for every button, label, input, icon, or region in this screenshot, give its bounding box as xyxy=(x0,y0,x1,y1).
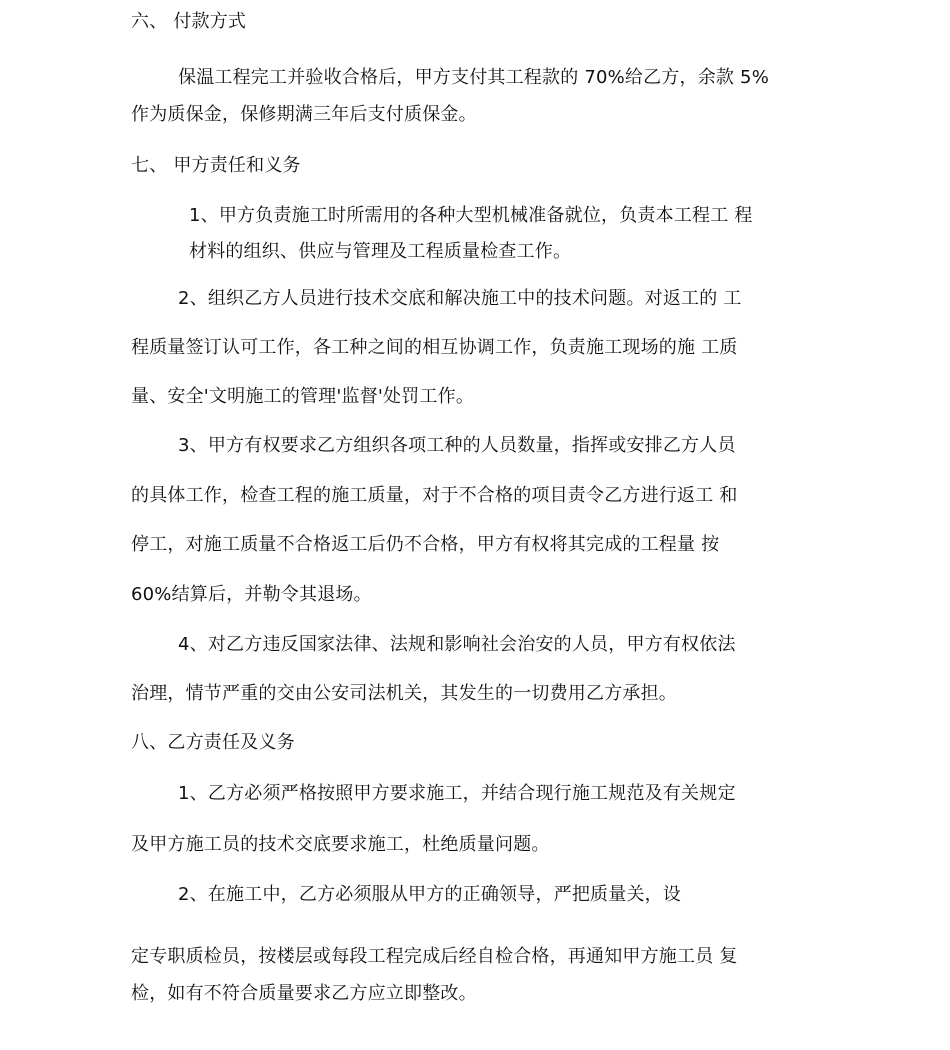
paragraph-line: 2、在施工中，乙方必须服从甲方的正确领导，严把质量关，设 xyxy=(178,884,682,905)
paragraph-line: 3、甲方有权要求乙方组织各项工种的人员数量，指挥或安排乙方人员 xyxy=(178,435,736,456)
paragraph-line: 程质量签订认可工作，各工种之间的相互协调工作，负责施工现场的施 工质 xyxy=(131,337,738,358)
section-heading-8: 八、乙方责任及义务 xyxy=(131,732,295,753)
paragraph-line: 1、甲方负责施工时所需用的各种大型机械准备就位，负责本工程工 程 xyxy=(189,205,753,226)
section-heading-7: 七、 甲方责任和义务 xyxy=(131,155,301,176)
paragraph-line: 60%结算后，并勒令其退场。 xyxy=(131,584,372,605)
paragraph-line: 4、对乙方违反国家法律、法规和影响社会治安的人员，甲方有权依法 xyxy=(178,634,736,655)
paragraph-line: 检，如有不符合质量要求乙方应立即整改。 xyxy=(131,983,477,1004)
paragraph-line: 的具体工作，检查工程的施工质量，对于不合格的项目责令乙方进行返工 和 xyxy=(131,485,738,506)
paragraph-line: 2、组织乙方人员进行技术交底和解决施工中的技术问题。对返工的 工 xyxy=(178,288,742,309)
section-heading-6: 六、 付款方式 xyxy=(131,11,247,32)
paragraph-line: 停工，对施工质量不合格返工后仍不合格，甲方有权将其完成的工程量 按 xyxy=(131,534,720,555)
paragraph-line: 量、安全'文明施工的管理'监督'处罚工作。 xyxy=(131,386,475,407)
paragraph-line: 定专职质检员，按楼层或每段工程完成后经自检合格，再通知甲方施工员 复 xyxy=(131,946,738,967)
paragraph-line: 作为质保金，保修期满三年后支付质保金。 xyxy=(131,104,477,125)
paragraph-line: 材料的组织、供应与管理及工程质量检查工作。 xyxy=(189,241,572,262)
paragraph-line: 保温工程完工并验收合格后，甲方支付其工程款的 70%给乙方，余款 5% xyxy=(178,67,770,88)
paragraph-line: 及甲方施工员的技术交底要求施工，杜绝质量问题。 xyxy=(131,834,550,855)
paragraph-line: 1、乙方必须严格按照甲方要求施工，并结合现行施工规范及有关规定 xyxy=(178,783,736,804)
paragraph-line: 治理，情节严重的交由公安司法机关，其发生的一切费用乙方承担。 xyxy=(131,683,677,704)
